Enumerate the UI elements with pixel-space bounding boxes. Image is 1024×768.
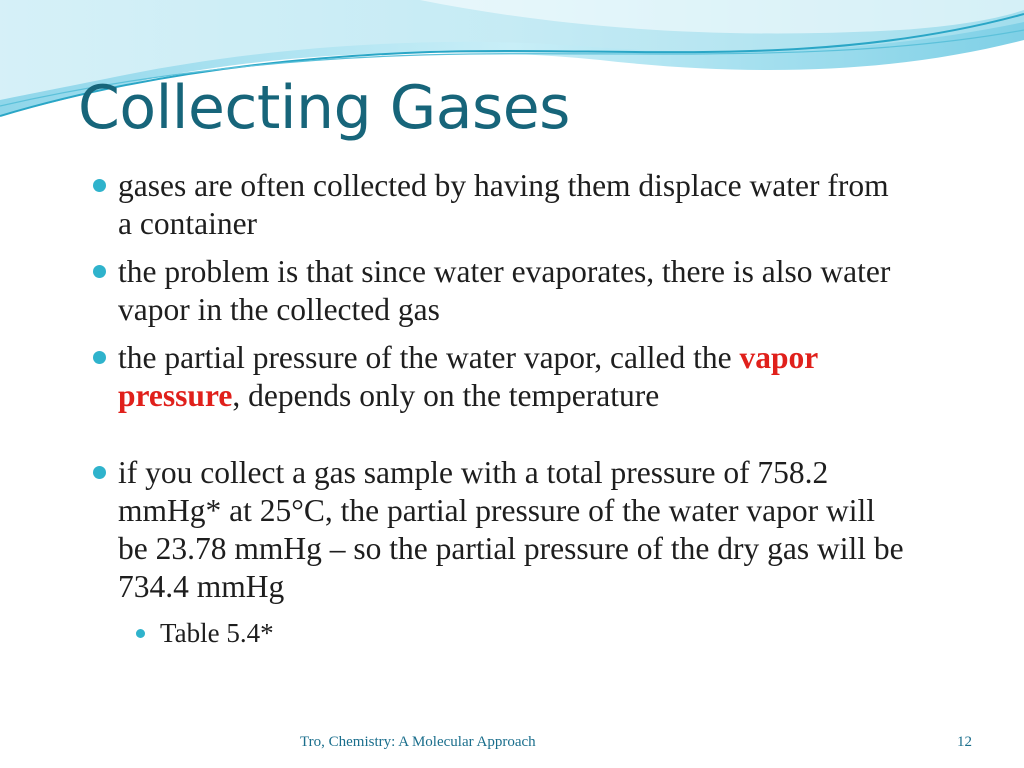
bullet-text: the problem is that since water evaporates, there is also water vapor in the collected gas: [118, 254, 891, 327]
bullet-dot-icon: [93, 466, 106, 479]
bullet-dot-icon: [93, 351, 106, 364]
bullet-text-after: , depends only on the temperature: [232, 378, 660, 413]
bullet-item: [90, 167, 910, 243]
bullet-list: [90, 167, 910, 650]
slide-title: Collecting Gases: [78, 73, 570, 143]
sub-bullet-item: [90, 616, 910, 650]
sub-bullet-text: Table 5.4*: [160, 618, 274, 648]
page-number: 12: [957, 734, 972, 750]
vapor-pressure-term: vapor pressure: [118, 340, 818, 413]
bullet-text-before: the partial pressure of the water vapor, called the: [118, 340, 740, 375]
bullet-dot-icon: [93, 265, 106, 278]
bullet-item: [90, 454, 910, 606]
footer-source: Tro, Chemistry: A Molecular Approach: [300, 734, 536, 750]
bullet-text: gases are often collected by having them displace water from a container: [118, 168, 889, 241]
bullet-item: [90, 253, 910, 329]
bullet-dot-icon: [93, 179, 106, 192]
sub-bullet-dot-icon: [136, 629, 145, 638]
bullet-item: [90, 339, 910, 415]
bullet-text: if you collect a gas sample with a total pressure of 758.2 mmHg* at 25°C, the partial pressure of the water vapor will be 23.78 mmHg – so the partial pressure of the dry gas will be 734.4 mmHg: [118, 455, 904, 604]
